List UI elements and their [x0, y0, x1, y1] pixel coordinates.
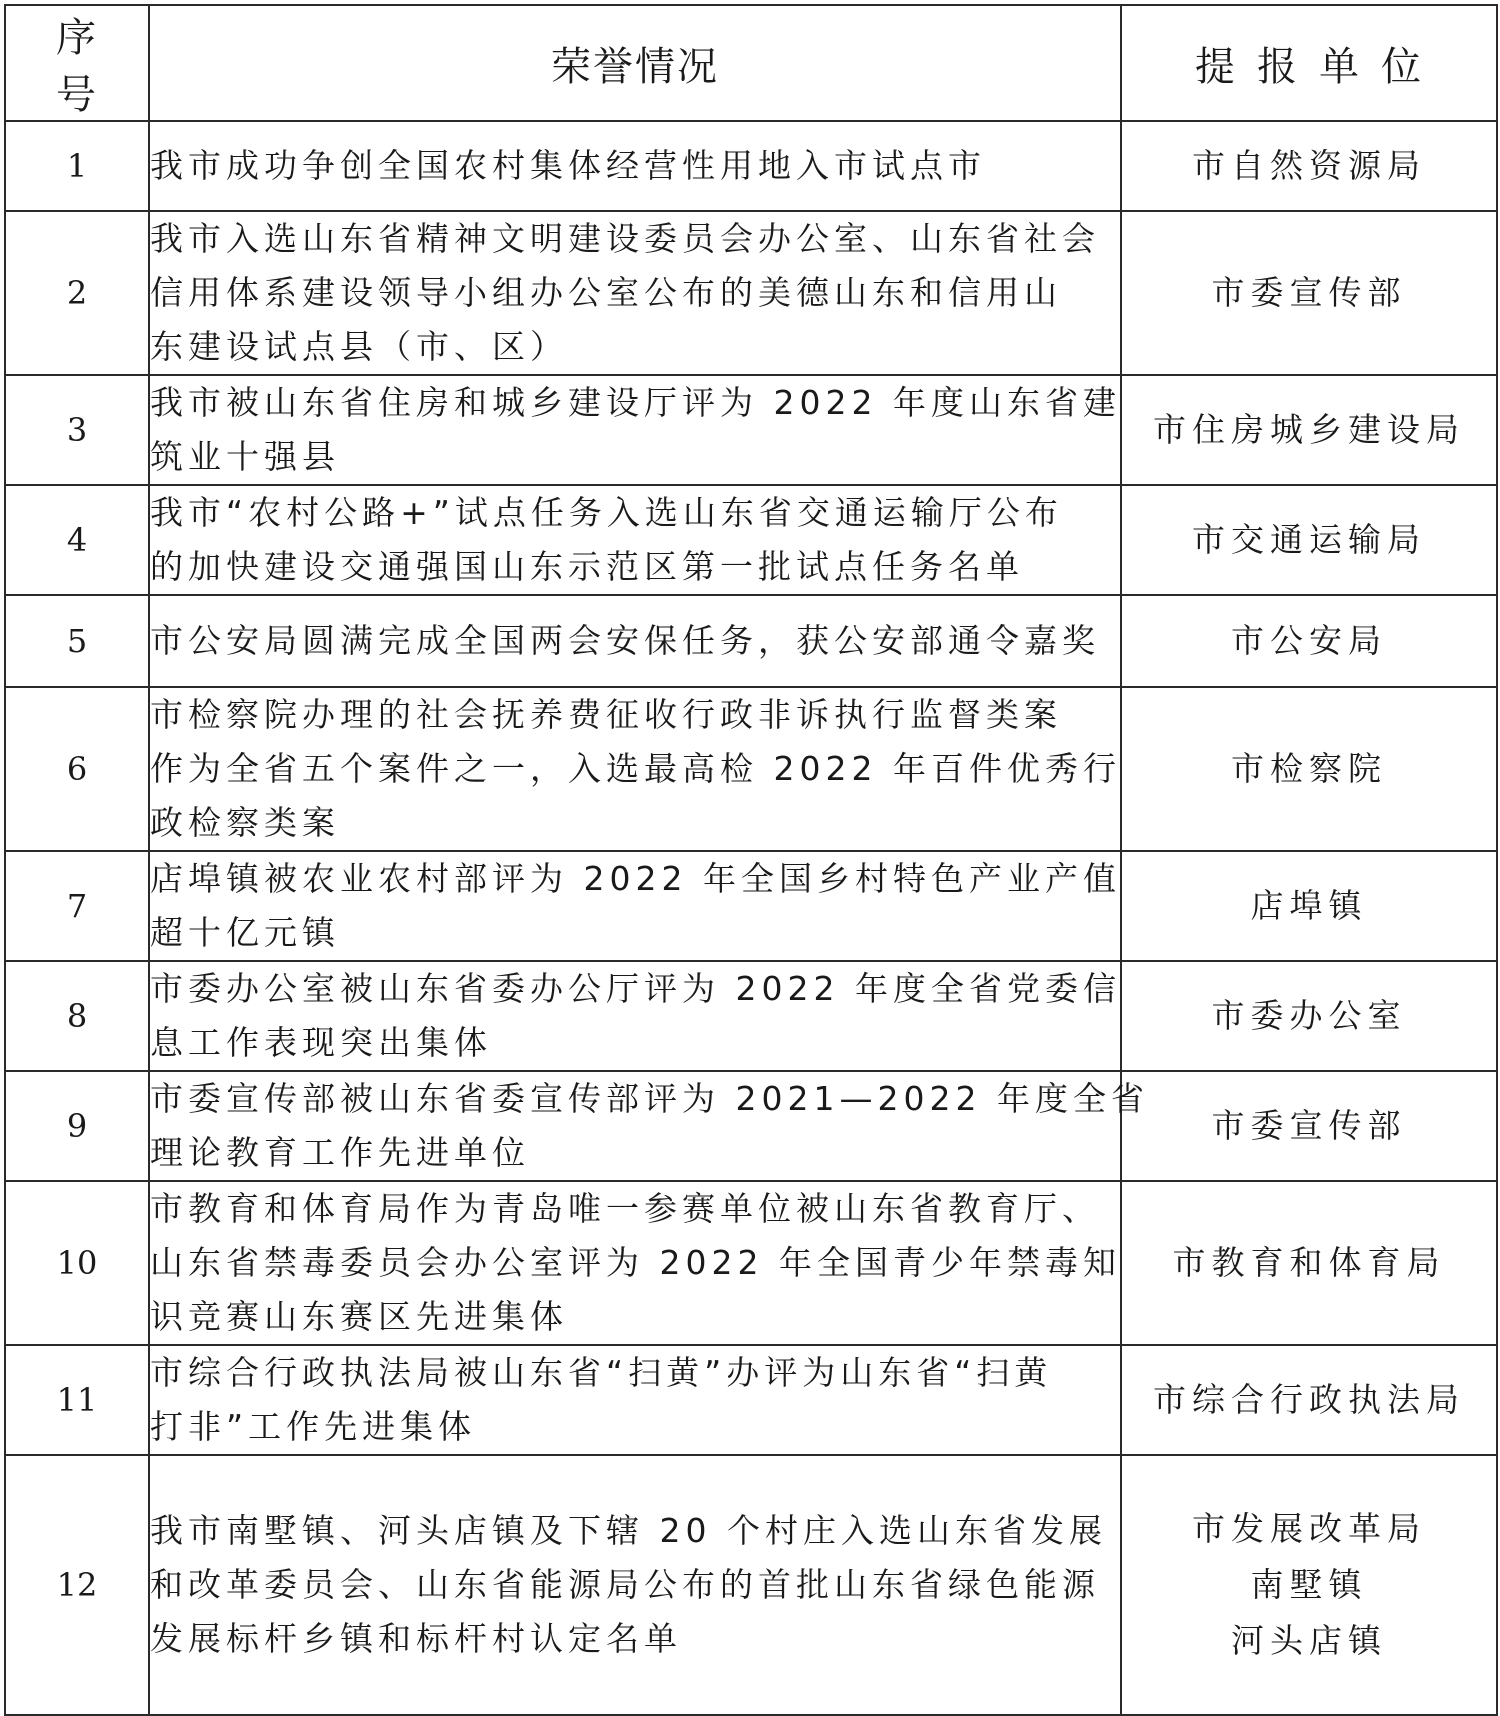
- honor-description: [149, 961, 1121, 1071]
- description-line: 理论教育工作先进单位: [150, 1133, 530, 1172]
- description-line: 超十亿元镇: [150, 913, 340, 952]
- unit-name: 市委宣传部: [1211, 273, 1407, 312]
- description-line: 和改革委员会、山东省能源局公布的首批山东省绿色能源: [150, 1565, 1100, 1604]
- reporting-unit: [1121, 595, 1497, 687]
- unit-name: 市综合行政执法局: [1153, 1380, 1465, 1419]
- table-row: [5, 595, 1497, 687]
- reporting-unit: [1121, 121, 1497, 211]
- serial-number: 6: [5, 687, 149, 851]
- description-line: 市检察院办理的社会抚养费征收行政非诉执行监督类案: [150, 695, 1062, 734]
- reporting-unit: [1121, 1071, 1497, 1181]
- table-row: [5, 375, 1497, 485]
- description-line: 我市被山东省住房和城乡建设厅评为 2022 年度山东省建: [150, 383, 1121, 422]
- table-row: [5, 211, 1497, 375]
- description-line: 市委办公室被山东省委办公厅评为 2022 年度全省党委信: [150, 969, 1121, 1008]
- description-line: 政检察类案: [150, 803, 340, 842]
- description-line: 我市成功争创全国农村集体经营性用地入市试点市: [150, 146, 986, 185]
- serial-number: 8: [5, 961, 149, 1071]
- unit-name: 南墅镇: [1250, 1565, 1368, 1604]
- reporting-unit: [1121, 1181, 1497, 1345]
- header-honor-description: 荣誉情况: [149, 5, 1121, 121]
- unit-name: 店埠镇: [1250, 886, 1368, 925]
- description-line: 息工作表现突出集体: [150, 1023, 492, 1062]
- honor-description: [149, 687, 1121, 851]
- reporting-unit: [1121, 211, 1497, 375]
- serial-number: 7: [5, 851, 149, 961]
- serial-number: 2: [5, 211, 149, 375]
- unit-name: 市发展改革局: [1192, 1509, 1426, 1548]
- unit-name: 市自然资源局: [1192, 146, 1426, 185]
- honor-description: [149, 375, 1121, 485]
- honor-description: [149, 121, 1121, 211]
- description-line: 的加快建设交通强国山东示范区第一批试点任务名单: [150, 547, 1024, 586]
- unit-name: 市交通运输局: [1192, 520, 1426, 559]
- table-row: [5, 485, 1497, 595]
- honor-description: [149, 485, 1121, 595]
- unit-name: 市教育和体育局: [1172, 1243, 1446, 1282]
- honor-description: [149, 1071, 1149, 1181]
- table-row: [5, 687, 1497, 851]
- description-line: 店埠镇被农业农村部评为 2022 年全国乡村特色产业产值: [150, 859, 1121, 898]
- description-line: 作为全省五个案件之一，入选最高检 2022 年百件优秀行: [150, 749, 1121, 788]
- table-row: [5, 1455, 1497, 1715]
- description-line: 市教育和体育局作为青岛唯一参赛单位被山东省教育厅、: [150, 1189, 1100, 1228]
- unit-name: 市公安局: [1231, 621, 1387, 660]
- description-line: 市公安局圆满完成全国两会安保任务，获公安部通令嘉奖: [150, 621, 1100, 660]
- description-line: 发展标杆乡镇和标杆村认定名单: [150, 1619, 682, 1658]
- description-line: 我市入选山东省精神文明建设委员会办公室、山东省社会: [150, 219, 1100, 258]
- reporting-unit: [1121, 961, 1497, 1071]
- header-row: [5, 5, 1497, 121]
- reporting-unit: [1121, 485, 1497, 595]
- serial-number: 4: [5, 485, 149, 595]
- table-row: [5, 1181, 1497, 1345]
- serial-number: 11: [5, 1345, 149, 1455]
- serial-number: 9: [5, 1071, 149, 1181]
- header-reporting-unit: 提报单位: [1121, 5, 1497, 121]
- description-line: 市综合行政执法局被山东省“扫黄”办评为山东省“扫黄: [150, 1353, 1053, 1392]
- table-header: [5, 5, 1497, 121]
- table-row: [5, 851, 1497, 961]
- description-line: 我市“农村公路+”试点任务入选山东省交通运输厅公布: [150, 493, 1063, 532]
- unit-name: 市委办公室: [1211, 996, 1407, 1035]
- table-body: [5, 121, 1497, 1715]
- description-line: 东建设试点县（市、区）: [150, 327, 568, 366]
- header-serial-number: 序号: [5, 5, 149, 121]
- honor-description: [149, 1181, 1121, 1345]
- unit-name: 市检察院: [1231, 749, 1387, 788]
- honor-description: [149, 595, 1121, 687]
- reporting-unit: [1121, 851, 1497, 961]
- reporting-unit: [1121, 1345, 1497, 1455]
- table-row: [5, 961, 1497, 1071]
- honor-description: [149, 1345, 1121, 1455]
- reporting-unit: [1121, 687, 1497, 851]
- description-line: 山东省禁毒委员会办公室评为 2022 年全国青少年禁毒知: [150, 1243, 1121, 1282]
- description-line: 我市南墅镇、河头店镇及下辖 20 个村庄入选山东省发展: [150, 1511, 1107, 1550]
- serial-number: 1: [5, 121, 149, 211]
- honors-table: [4, 4, 1498, 1716]
- description-line: 市委宣传部被山东省委宣传部评为 2021—2022 年度全省: [150, 1079, 1149, 1118]
- table-row: [5, 1345, 1497, 1455]
- table-row: [5, 1071, 1497, 1181]
- description-line: 筑业十强县: [150, 437, 340, 476]
- honor-description: [149, 851, 1121, 961]
- serial-number: 12: [5, 1455, 149, 1715]
- description-line: 打非”工作先进集体: [150, 1407, 477, 1446]
- serial-number: 10: [5, 1181, 149, 1345]
- honor-description: [149, 211, 1121, 375]
- reporting-unit: [1121, 1455, 1497, 1715]
- honor-description: [149, 1455, 1121, 1715]
- unit-name: 河头店镇: [1231, 1621, 1387, 1660]
- table-row: [5, 121, 1497, 211]
- description-line: 信用体系建设领导小组办公室公布的美德山东和信用山: [150, 273, 1062, 312]
- unit-name: 市住房城乡建设局: [1153, 410, 1465, 449]
- unit-name: 市委宣传部: [1211, 1106, 1407, 1145]
- serial-number: 5: [5, 595, 149, 687]
- description-line: 识竞赛山东赛区先进集体: [150, 1297, 568, 1336]
- reporting-unit: [1121, 375, 1497, 485]
- serial-number: 3: [5, 375, 149, 485]
